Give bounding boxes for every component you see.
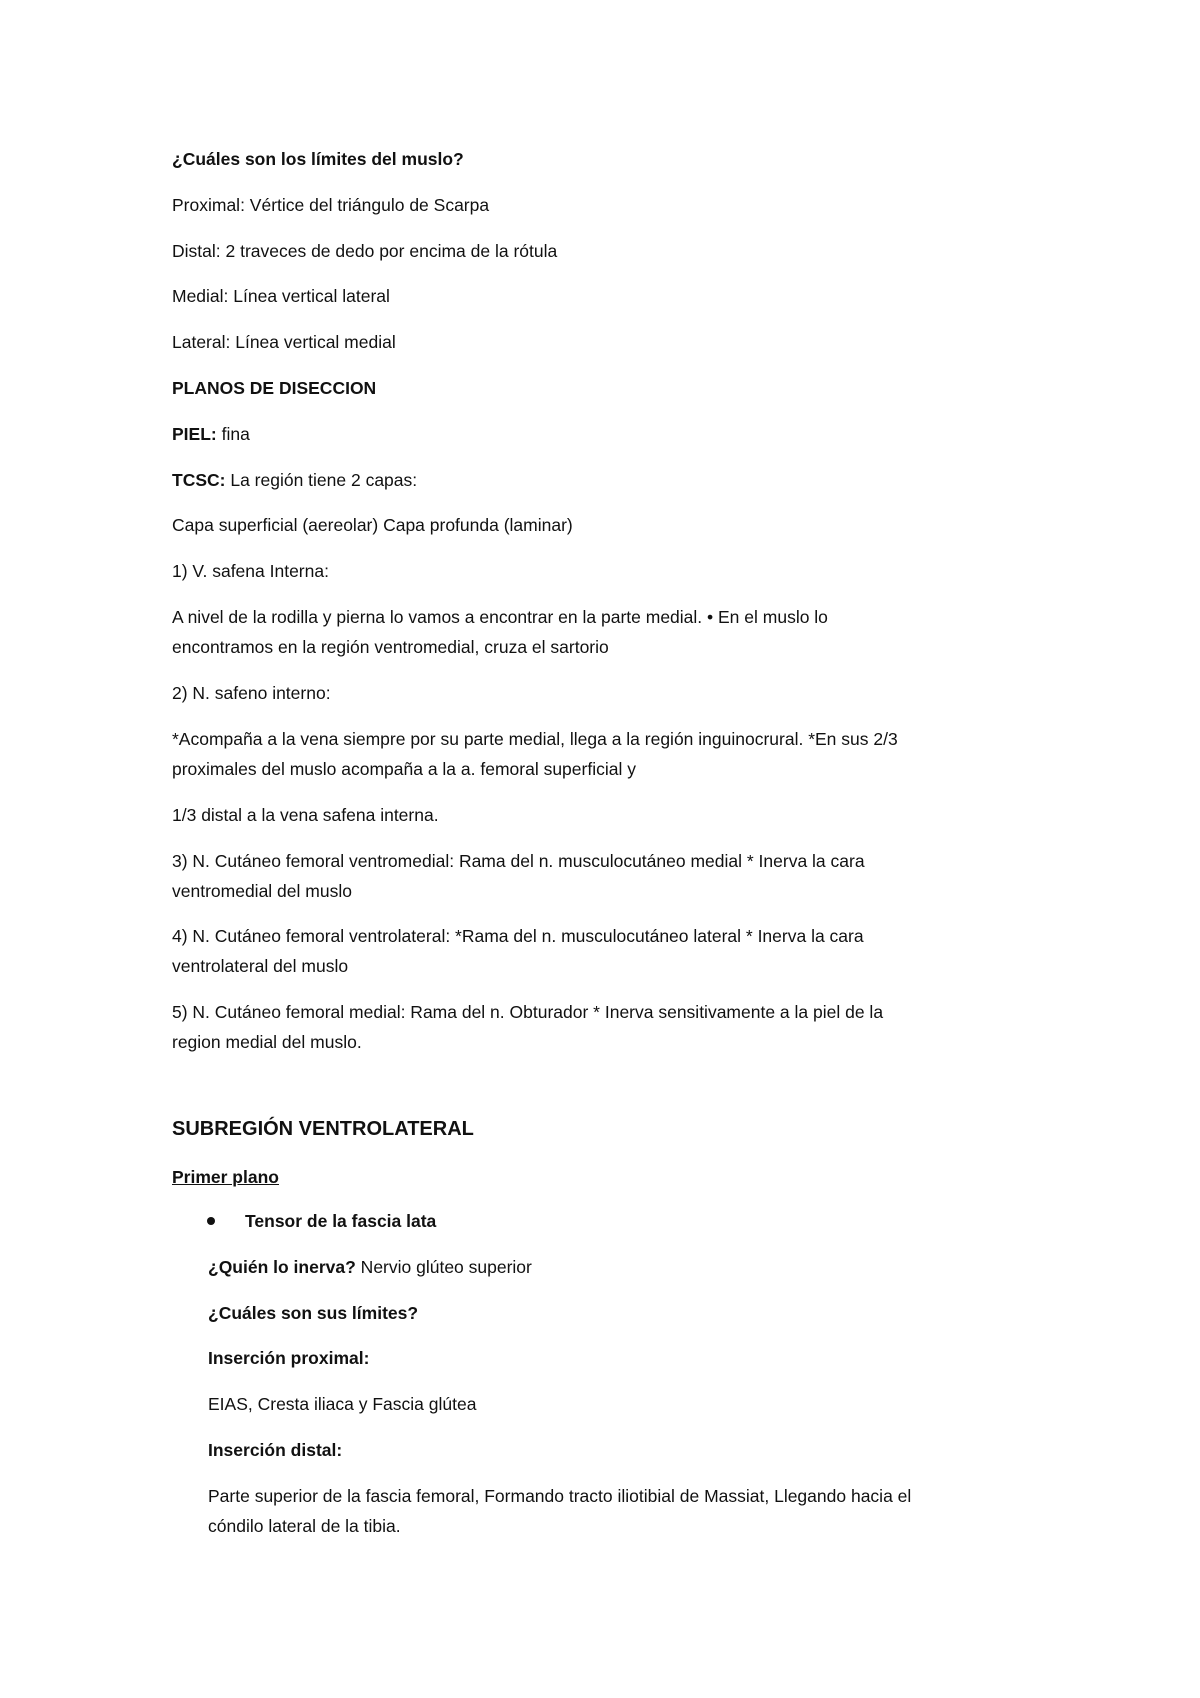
tcsc-line — [172, 465, 417, 495]
quien-inerva-text: Nervio glúteo superior — [355, 1257, 532, 1277]
limit-distal: Distal: 2 traveces de dedo por encima de la rótula — [172, 241, 558, 261]
nerve-4-line-2: ventrolateral del muslo — [172, 956, 349, 976]
n-safeno-line-3: 1/3 distal a la vena safena interna. — [172, 805, 439, 825]
quien-inerva-line — [208, 1252, 532, 1282]
insercion-proximal-text: EIAS, Cresta iliaca y Fascia glútea — [208, 1394, 477, 1414]
primer-plano-heading: Primer plano — [172, 1167, 279, 1187]
capas-line: Capa superficial (aereolar) Capa profunda (laminar) — [172, 515, 573, 535]
insercion-distal-line-2: cóndilo lateral de la tibia. — [208, 1516, 401, 1536]
piel-text: fina — [216, 424, 250, 444]
limit-lateral: Lateral: Línea vertical medial — [172, 332, 396, 352]
subregion-heading: SUBREGIÓN VENTROLATERAL — [172, 1118, 474, 1140]
n-safeno-title: 2) N. safeno interno: — [172, 683, 331, 703]
n-safeno-line-1: *Acompaña a la vena siempre por su parte medial, llega a la región inguinocrural. *En sus 2/3 — [172, 729, 898, 749]
limit-proximal: Proximal: Vértice del triángulo de Scarpa — [172, 195, 490, 215]
nerve-5-line-1: 5) N. Cutáneo femoral medial: Rama del n. Obturador * Inerva sensitivamente a la piel de la — [172, 1002, 884, 1022]
piel-label: PIEL: — [172, 424, 217, 444]
v-safena-line-2: encontramos en la región ventromedial, cruza el sartorio — [172, 637, 609, 657]
piel-line — [172, 419, 250, 449]
v-safena-title: 1) V. safena Interna: — [172, 561, 329, 581]
nerve-4-line-1: 4) N. Cutáneo femoral ventrolateral: *Rama del n. musculocutáneo lateral * Inerva la cara — [172, 926, 864, 946]
nerve-3-line-1: 3) N. Cutáneo femoral ventromedial: Rama del n. musculocutáneo medial * Inerva la cara — [172, 851, 865, 871]
insercion-distal-line-1: Parte superior de la fascia femoral, Formando tracto iliotibial de Massiat, Llegando hacia el — [208, 1486, 912, 1506]
quien-inerva-label: ¿Quién lo inerva? — [208, 1257, 356, 1277]
limit-medial: Medial: Línea vertical lateral — [172, 286, 390, 306]
tcsc-text: La región tiene 2 capas: — [225, 470, 418, 490]
bullet-icon — [207, 1217, 215, 1225]
tcsc-label: TCSC: — [172, 470, 226, 490]
insercion-proximal-label: Inserción proximal: — [208, 1348, 370, 1368]
thigh-limits-question: ¿Cuáles son los límites del muslo? — [172, 149, 464, 169]
nerve-5-line-2: region medial del muslo. — [172, 1032, 362, 1052]
insercion-distal-label: Inserción distal: — [208, 1440, 343, 1460]
limites-question: ¿Cuáles son sus límites? — [208, 1303, 419, 1323]
tensor-fascia-lata-item: Tensor de la fascia lata — [245, 1211, 437, 1231]
planos-heading: PLANOS DE DISECCION — [172, 378, 377, 398]
n-safeno-line-2: proximales del muslo acompaña a la a. femoral superficial y — [172, 759, 636, 779]
nerve-3-line-2: ventromedial del muslo — [172, 881, 352, 901]
v-safena-line-1: A nivel de la rodilla y pierna lo vamos a encontrar en la parte medial. • En el muslo lo — [172, 607, 828, 627]
